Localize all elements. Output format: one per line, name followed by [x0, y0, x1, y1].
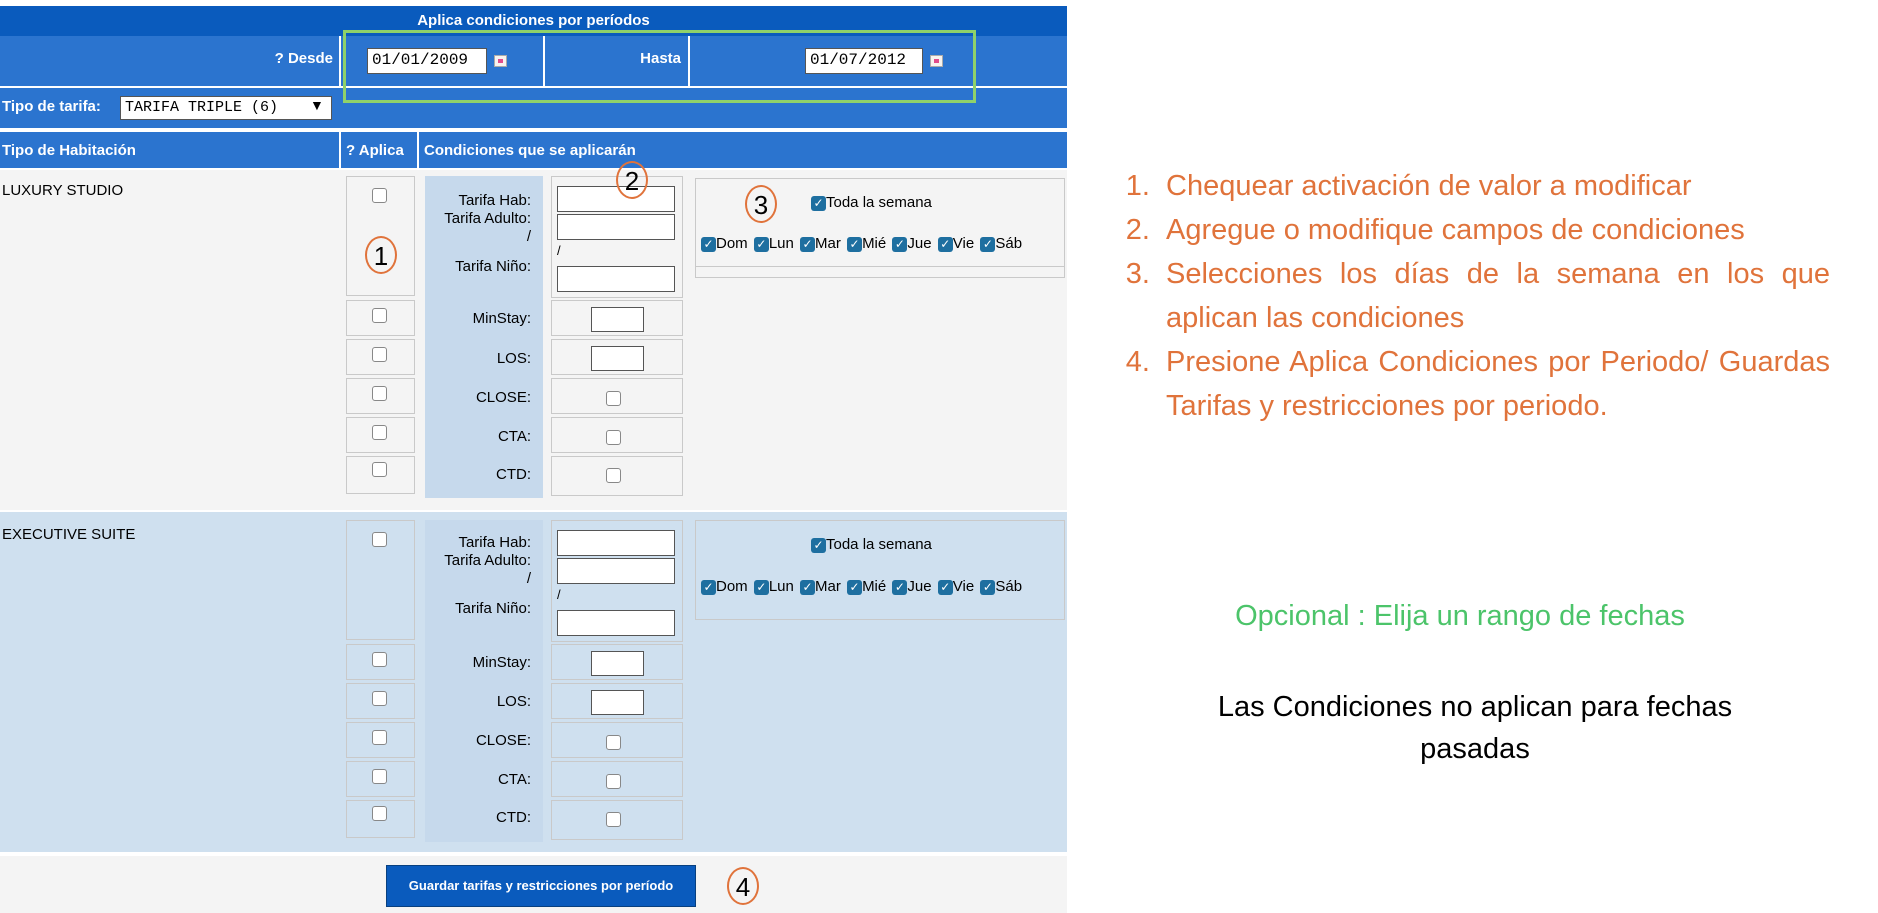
label-tarifa-nino: Tarifa Niño: [455, 600, 531, 617]
label-ctd: CTD: [496, 809, 531, 826]
day-label: Dom [716, 235, 748, 252]
aplica-checkbox-los[interactable] [372, 691, 387, 706]
label-tarifa-hab: Tarifa Hab: [458, 534, 531, 551]
optional-note: Opcional : Elija un rango de fechas [1235, 600, 1685, 632]
day-label: Jue [907, 235, 932, 252]
instructions-list [1100, 164, 1830, 428]
instruction-step: 4. Presione Aplica Condiciones por Periodo/ Guardas Tarifas y restricciones por periodo. [1158, 340, 1830, 428]
close-checkbox[interactable] [606, 735, 621, 750]
day-label: Vie [952, 578, 975, 595]
check-icon[interactable]: ✓ [701, 237, 716, 252]
day-label: Vie [952, 235, 975, 252]
day-label: Mié [862, 578, 887, 595]
marker-1: 1 [365, 236, 397, 274]
ctd-checkbox[interactable] [606, 468, 621, 483]
label-tarifa-adulto: Tarifa Adulto: [444, 210, 531, 227]
aplica-checkbox-ctd[interactable] [372, 806, 387, 821]
check-icon[interactable]: ✓ [938, 580, 953, 595]
label-cta: CTA: [497, 428, 531, 445]
day-label: Jue [907, 578, 932, 595]
form-title: Aplica condiciones por períodos [0, 6, 1067, 36]
divider [339, 36, 341, 86]
check-icon[interactable]: ✓ [754, 580, 769, 595]
marker-2: 2 [616, 161, 648, 199]
day-label: Mar [815, 235, 841, 252]
save-button[interactable]: Guardar tarifas y restricciones por período [386, 865, 696, 907]
los-input[interactable] [591, 690, 644, 715]
day-label: Lun [768, 578, 794, 595]
slash-separator: / [557, 243, 561, 258]
minstay-input[interactable] [591, 651, 644, 676]
check-icon[interactable]: ✓ [754, 237, 769, 252]
ctd-checkbox[interactable] [606, 812, 621, 827]
instruction-step: 3. Selecciones los días de la semana en los que aplican las condiciones [1158, 252, 1830, 340]
check-icon[interactable]: ✓ [811, 538, 826, 553]
check-icon[interactable]: ✓ [847, 237, 862, 252]
toda-semana-label: Toda la semana [826, 536, 932, 553]
day-label: Dom [716, 578, 748, 595]
minstay-input[interactable] [591, 307, 644, 332]
day-label: Sáb [995, 235, 1023, 252]
check-icon[interactable]: ✓ [800, 237, 815, 252]
room-name: EXECUTIVE SUITE [2, 526, 136, 543]
aplica-checkbox-minstay[interactable] [372, 652, 387, 667]
col-condiciones: Condiciones que se aplicarán [424, 142, 636, 159]
aplica-checkbox-minstay[interactable] [372, 308, 387, 323]
check-icon[interactable]: ✓ [892, 580, 907, 595]
marker-3: 3 [745, 185, 777, 223]
cta-checkbox[interactable] [606, 774, 621, 789]
aplica-checkbox-los[interactable] [372, 347, 387, 362]
divider [339, 132, 341, 168]
aplica-checkbox-close[interactable] [372, 386, 387, 401]
chevron-down-icon: ▼ [310, 97, 324, 113]
label-tarifa-adulto: Tarifa Adulto: [444, 552, 531, 569]
cta-checkbox[interactable] [606, 430, 621, 445]
label-minstay: MinStay: [472, 310, 531, 327]
los-input[interactable] [591, 346, 644, 371]
slash-separator: / [557, 587, 561, 602]
day-checkboxes [701, 235, 1024, 252]
check-icon[interactable]: ✓ [980, 580, 995, 595]
instruction-step: 2. Agregue o modifique campos de condiciones [1158, 208, 1830, 252]
check-icon[interactable]: ✓ [701, 580, 716, 595]
instruction-step: 1. Chequear activación de valor a modificar [1158, 164, 1830, 208]
tarifa-select[interactable] [120, 96, 332, 120]
day-checkboxes [701, 578, 1024, 595]
aplica-checkbox-close[interactable] [372, 730, 387, 745]
aplica-checkbox-tarifa[interactable] [372, 532, 387, 547]
divider [417, 132, 419, 168]
day-label: Mar [815, 578, 841, 595]
label-slash: / [526, 570, 531, 587]
close-checkbox[interactable] [606, 391, 621, 406]
aplica-checkbox-tarifa[interactable] [372, 188, 387, 203]
divider [695, 266, 1065, 267]
toda-semana-option[interactable] [811, 194, 932, 211]
day-label: Mié [862, 235, 887, 252]
tarifa-hab-input[interactable] [557, 186, 675, 212]
label-los: LOS: [496, 693, 531, 710]
check-icon[interactable]: ✓ [892, 237, 907, 252]
col-habitacion: Tipo de Habitación [2, 142, 136, 159]
toda-semana-label: Toda la semana [826, 194, 932, 211]
col-aplica: ? Aplica [346, 142, 404, 159]
tarifa-label: Tipo de tarifa: [2, 98, 101, 115]
label-los: LOS: [496, 350, 531, 367]
check-icon[interactable]: ✓ [847, 580, 862, 595]
label-slash: / [526, 228, 531, 245]
check-icon[interactable]: ✓ [800, 580, 815, 595]
aplica-checkbox-cta[interactable] [372, 769, 387, 784]
hasta-date-input[interactable]: 01/07/2012 [805, 48, 923, 74]
label-tarifa-nino: Tarifa Niño: [455, 258, 531, 275]
day-selector-panel [695, 520, 1065, 620]
label-tarifa-hab: Tarifa Hab: [458, 192, 531, 209]
marker-4: 4 [727, 867, 759, 905]
day-label: Lun [768, 235, 794, 252]
check-icon[interactable]: ✓ [938, 237, 953, 252]
check-icon[interactable]: ✓ [811, 196, 826, 211]
date-range-highlight [343, 30, 976, 103]
label-cta: CTA: [497, 771, 531, 788]
tarifa-nino-input[interactable] [557, 610, 675, 636]
day-label: Sáb [995, 578, 1023, 595]
toda-semana-option[interactable] [811, 536, 932, 553]
aplica-checkbox-cta[interactable] [372, 425, 387, 440]
past-dates-note: Las Condiciones no aplican para fechas pasadas [1217, 691, 1733, 765]
label-ctd: CTD: [496, 466, 531, 483]
label-close: CLOSE: [475, 389, 531, 406]
label-minstay: MinStay: [472, 654, 531, 671]
check-icon[interactable]: ✓ [980, 237, 995, 252]
tarifa-adulto-input[interactable] [557, 214, 675, 240]
desde-label: ? Desde [0, 50, 333, 67]
tarifa-select-value: TARIFA TRIPLE (6) [125, 99, 279, 116]
desde-date-input[interactable]: 01/01/2009 [367, 48, 487, 74]
label-close: CLOSE: [475, 732, 531, 749]
tarifa-adulto-input[interactable] [557, 558, 675, 584]
tarifa-hab-input[interactable] [557, 530, 675, 556]
hasta-label: Hasta [545, 50, 681, 67]
tarifa-nino-input[interactable] [557, 266, 675, 292]
room-name: LUXURY STUDIO [2, 182, 124, 199]
aplica-checkbox-ctd[interactable] [372, 462, 387, 477]
